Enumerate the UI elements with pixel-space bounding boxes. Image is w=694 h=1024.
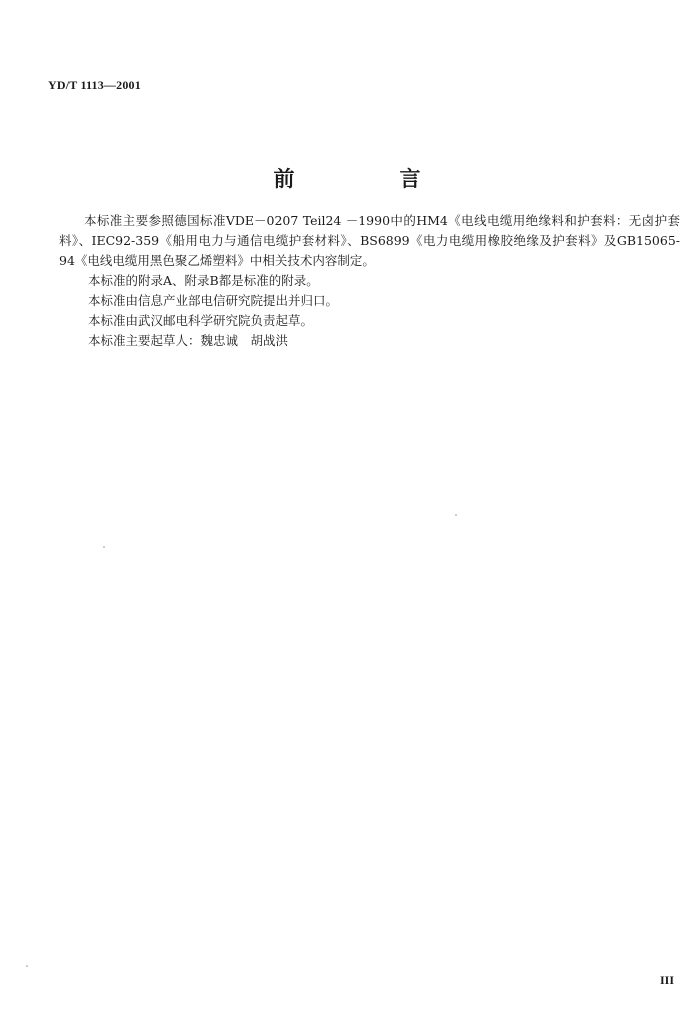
- standard-code-header: YD/T 1113—2001: [48, 78, 141, 92]
- paragraph-drafting-unit: 本标准由武汉邮电科学研究院负责起草。: [88, 313, 314, 328]
- scan-speck: [26, 965, 28, 967]
- section-title: 前 言: [273, 166, 463, 191]
- paragraph-appendix: 本标准的附录A、附录B都是标准的附录。: [88, 273, 319, 288]
- scan-speck: [103, 546, 105, 548]
- paragraph-drafters: 本标准主要起草人：魏忠诚 胡战洪: [88, 333, 289, 348]
- foreword-body: [59, 211, 680, 351]
- paragraph-proposer: 本标准由信息产业部电信研究院提出并归口。: [88, 293, 339, 308]
- scan-speck: [455, 514, 457, 516]
- paragraph-reference-standards: 本标准主要参照德国标准VDE－0207 Teil24 －1990中的HM4《电线电缆用绝缘料和护套料：无卤护套料》、IEC92-359《船用电力与通信电缆护套材料》、BS6899《电力电缆用橡胶绝缘及护套料》及GB15065-94《电线电缆用黑色聚乙烯塑料》中相关技术内容制定。: [59, 213, 680, 268]
- page-number: III: [659, 973, 674, 987]
